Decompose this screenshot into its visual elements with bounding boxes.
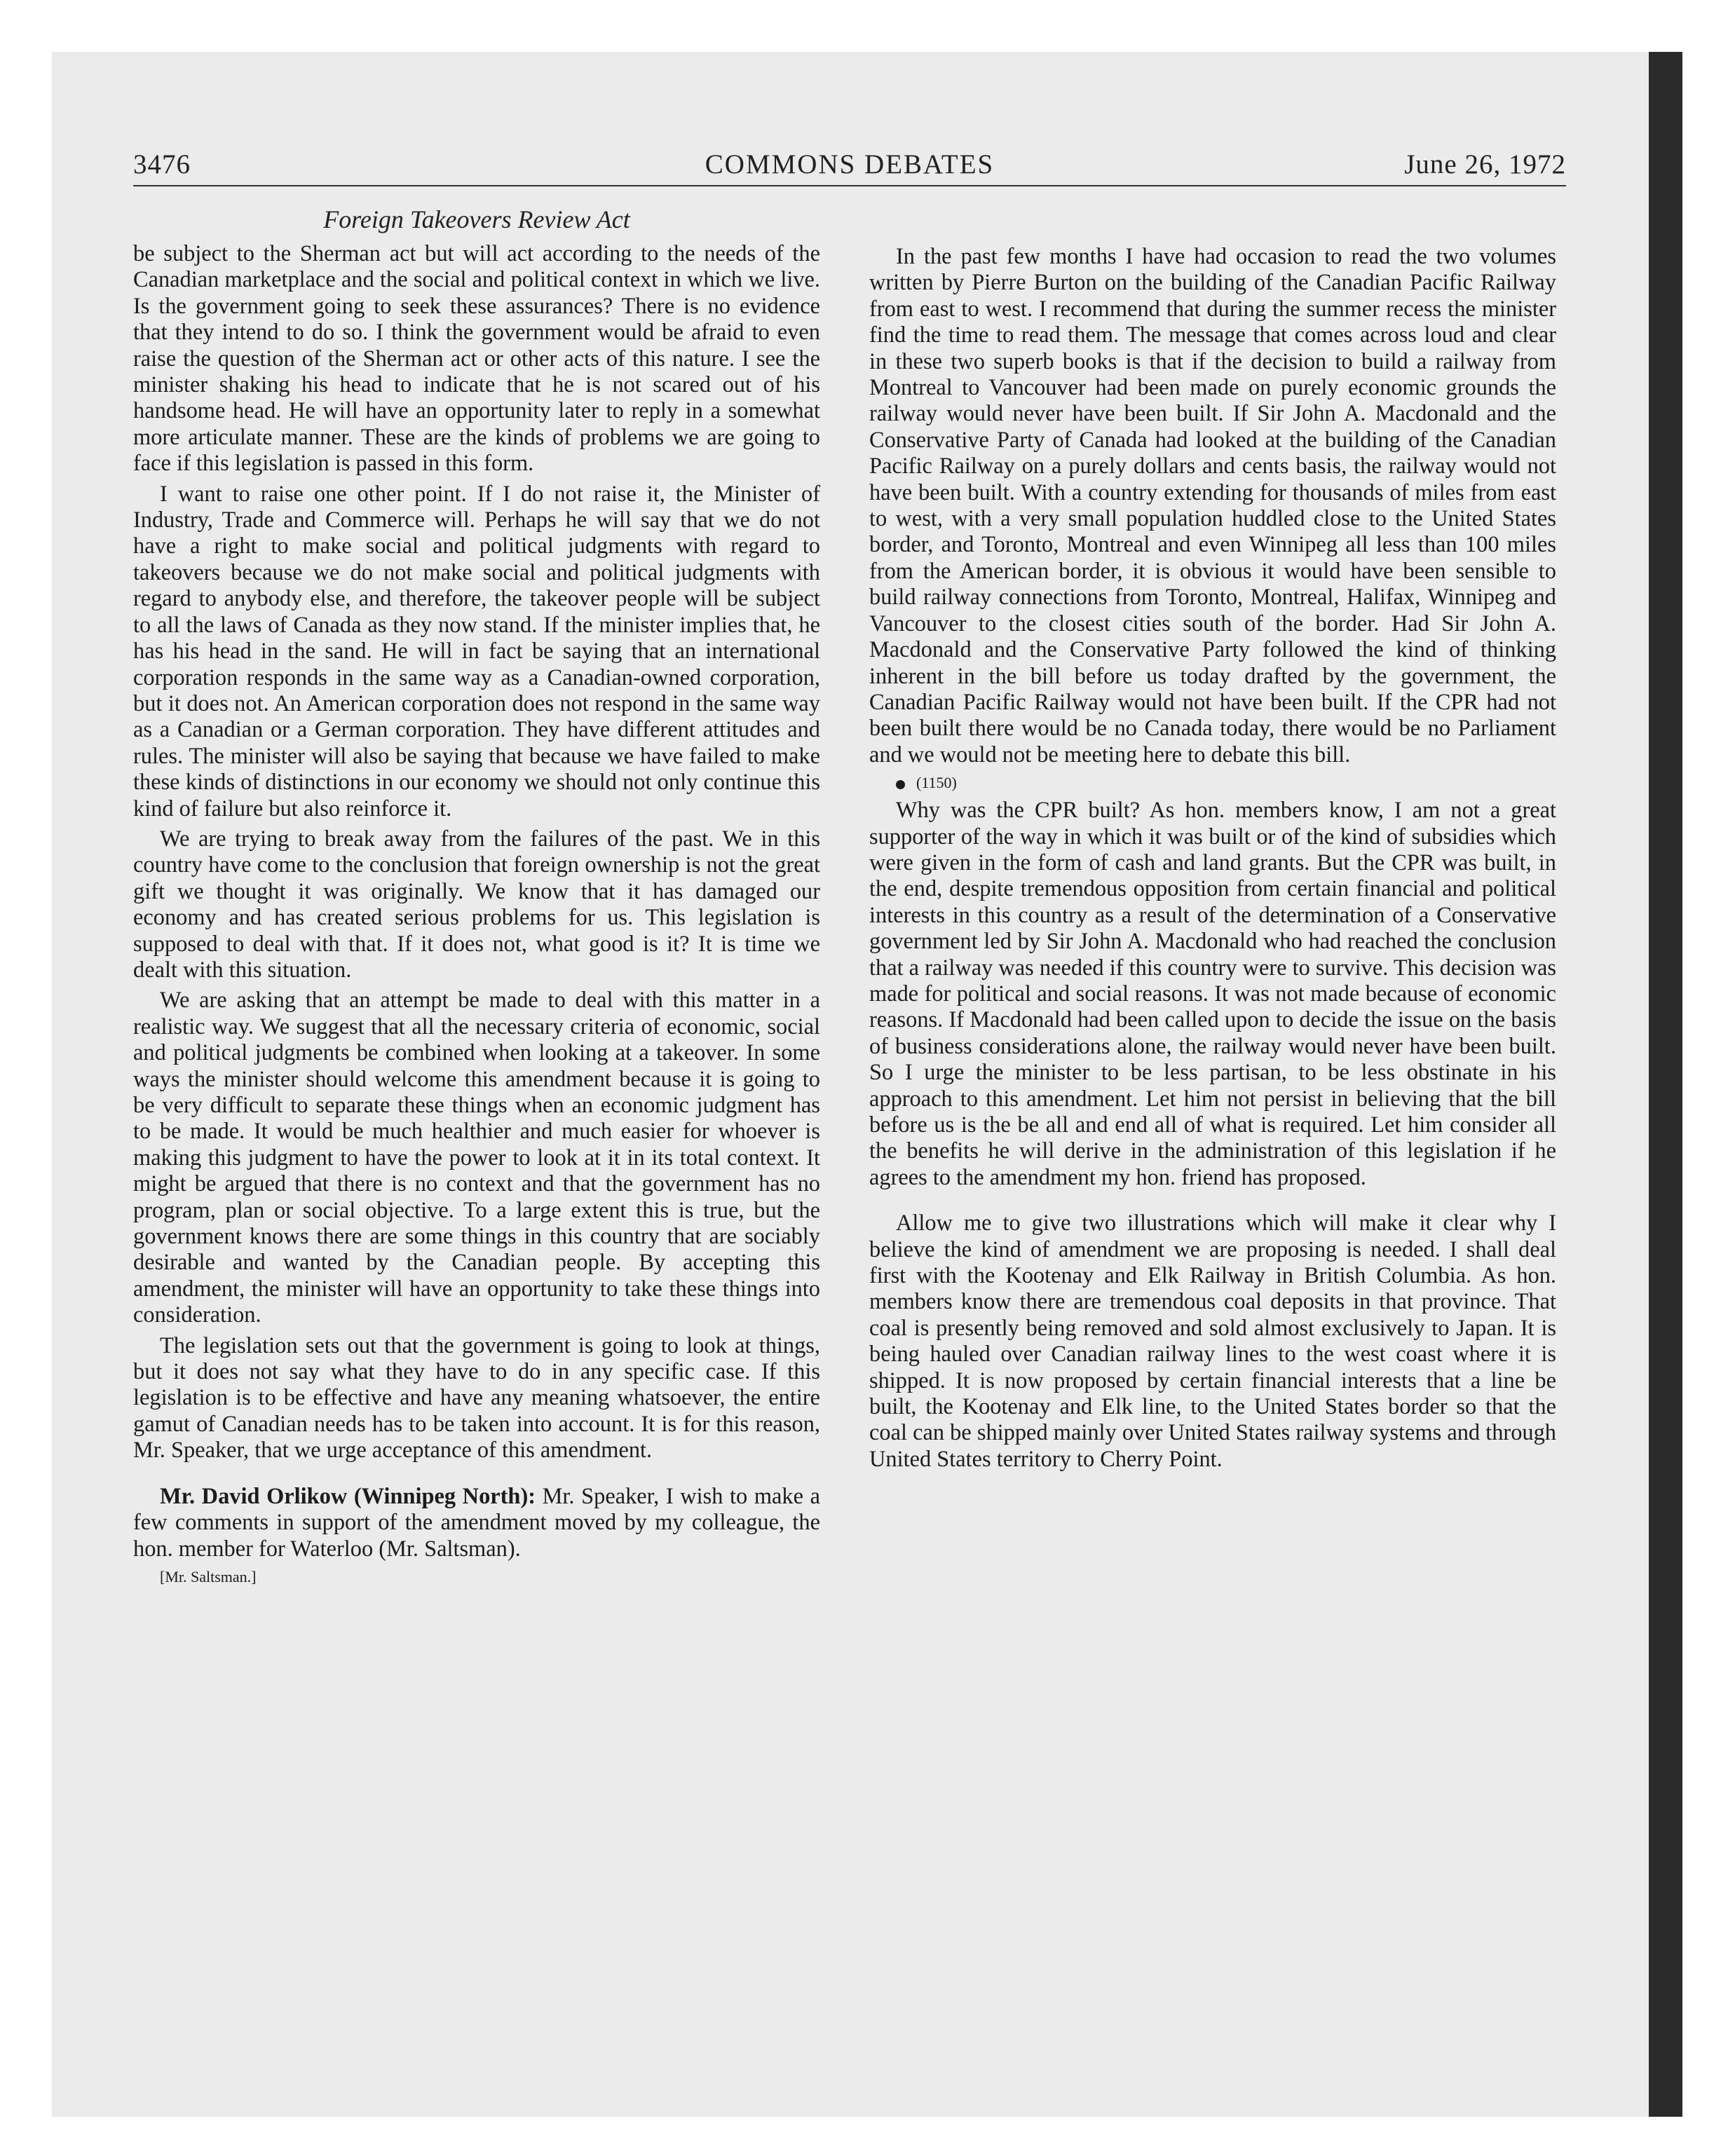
document-page (133, 149, 1566, 2062)
scan-edge-bar (1649, 52, 1682, 2117)
time-marker (869, 772, 1556, 793)
bullet-dot-icon (896, 780, 905, 789)
paragraph: We are trying to break away from the failures of the past. We in this country have come to the conclusion that foreign ownership is not the great gift we thought it was originally. We know that it has damaged our economy and has created serious problems for us. This legislation is supposed to deal with that. If it does not, what good is it? It is time we dealt with this situation. (133, 826, 820, 983)
page-header (133, 149, 1566, 185)
left-column (133, 241, 820, 1592)
paragraph: In the past few months I have had occasion to read the two volumes written by Pierre Burton on the building of the Canadian Pacific Railway from east to west. I recommend that during the summer recess the minister find the time to read them. The message that comes across loud and clear in these two superb books is that if the decision to build a railway from Montreal to Vancouver had been made on purely economic grounds the railway would never have been built. If Sir John A. Macdonald and the Conservative Party of Canada had looked at the building of the Canadian Pacific Railway on a purely dollars and cents basis, the railway would not have been built. With a country extending for thousands of miles from east to west, with a very small population huddled close to the United States border, and Toronto, Montreal and even Winnipeg all less than 100 miles from the American border, it is obvious it would have been sensible to build railway connections from Toronto, Montreal, Halifax, Winnipeg and Vancouver to the closest cities south of the border. Had Sir John A. Macdonald and the Conservative Party followed the kind of thinking inherent in the bill before us today drafted by the government, the Canadian Pacific Railway would not have been built. If the CPR had not been built there would be no Canada today, there would be no Parliament and we would not be meeting here to debate this bill. (869, 244, 1556, 767)
right-column (869, 244, 1556, 1477)
paragraph: The legislation sets out that the government is going to look at things, but it does not say what they have to do in any specific case. If this legislation is to be effective and have any meaning whatsoever, the entire gamut of Canadian needs has to be taken into account. It is for this reason, Mr. Speaker, that we urge acceptance of this amendment. (133, 1332, 820, 1464)
speaker-text: Mr. Speaker, I wish to make a few comments in support of the amendment moved by my colleague, the hon. member for Waterloo (Mr. Saltsman). (133, 1483, 820, 1562)
paragraph: Why was the CPR built? As hon. members know, I am not a great supporter of the way in which it was built or of the kind of subsidies which were given in the form of cash and land grants. But the CPR was built, in the end, despite tremendous opposition from certain financial and political interests in this country as a result of the determination of a Conservative government led by Sir John A. Macdonald who had reached the conclusion that a railway was needed if this country were to survive. This decision was made for political and social reasons. It was not made because of economic reasons. If Macdonald had been called upon to decide the issue on the basis of business considerations alone, the railway would never have been built. So I urge the minister to be less partisan, to be less obstinate in his approach to this amendment. Let him not persist in believing that the bill before us is the be all and end all of what is required. Let him consider all the benefits he will derive in the administration of this legislation if he agrees to the amendment my hon. friend has proposed. (869, 798, 1556, 1190)
paragraph: We are asking that an attempt be made to deal with this matter in a realistic way. We suggest that all the necessary criteria of economic, social and political judgments be combined when looking at a takeover. In some ways the minister should welcome this amendment because it is going to be very difficult to separate these things when an economic judgment has to be made. It would be much healthier and much easier for whoever is making this judgment to have the power to look at it in its total context. It might be argued that there is no context and that the government has no program, plan or social objective. To a large extent this is true, but the government knows there are some things in this country that are sociably desirable and wanted by the Canadian people. By accepting this amendment, the minister will have an opportunity to take these things into consideration. (133, 988, 820, 1328)
paragraph: Allow me to give two illustrations which will make it clear why I believe the kind of amendment we are proposing is needed. I shall deal first with the Kootenay and Elk Railway in British Columbia. As hon. members know there are tremendous coal deposits in that province. That coal is presently being removed and sold almost exclusively to Japan. It is being hauled over Canadian railway lines to the west coast where it is shipped. It is now proposed by certain financial interests that a line be built, the Kootenay and Elk line, to the United States border so that the coal can be shipped mainly over United States railway systems and through United States territory to Cherry Point. (869, 1210, 1556, 1472)
time-marker-text: (1150) (916, 774, 957, 792)
publication-title: COMMONS DEBATES (705, 149, 995, 179)
speaker-name: Mr. David Orlikow (Winnipeg North): (160, 1483, 536, 1509)
page-date: June 26, 1972 (1404, 149, 1566, 179)
footnote: [Mr. Saltsman.] (160, 1567, 257, 1585)
page-number: 3476 (133, 149, 191, 179)
header-rule (133, 185, 1566, 186)
paragraph: be subject to the Sherman act but will act according to the needs of the Canadian marketplace and the social and political context in which we live. Is the government going to seek these assurances? There is no evidence that they intend to do so. I think the government would be afraid to even raise the question of the Sherman act or other acts of this nature. I see the minister shaking his head to indicate that he is not scared out of his handsome head. He will have an opportunity later to reply in a somewhat more articulate manner. These are the kinds of problems we are going to face if this legislation is passed in this form. (133, 241, 820, 477)
running-head: Foreign Takeovers Review Act (323, 205, 630, 233)
speaker-paragraph (133, 1484, 820, 1562)
paragraph: I want to raise one other point. If I do not raise it, the Minister of Industry, Trade and Commerce will. Perhaps he will say that we do not have a right to make social and political judgments with regard to takeovers because we do not make social and political judgments with regard to anybody else, and therefore, the takeover people will be subject to all the laws of Canada as they now stand. If the minister implies that, he has his head in the sand. He will in fact be saying that an international corporation responds in the same way as a Canadian-owned corporation, but it does not. An American corporation does not respond in the same way as a Canadian or a German corporation. They have different attitudes and rules. The minister will also be saying that because we have failed to make these kinds of distinctions in our economy we should not only continue this kind of failure but also reinforce it. (133, 481, 820, 821)
